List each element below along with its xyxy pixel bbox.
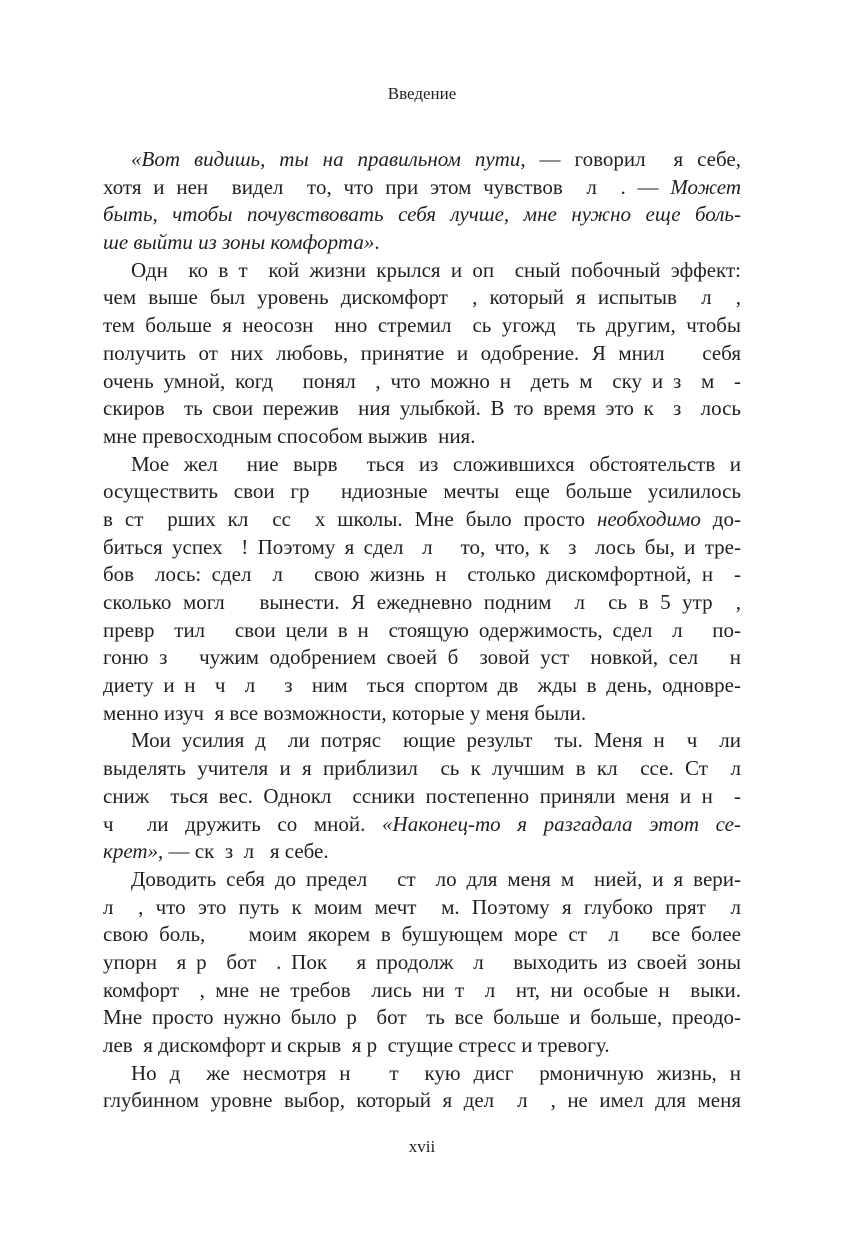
text-line [103,783,741,811]
text-line [103,1032,741,1060]
text-line [103,451,741,479]
text-segment: . [374,230,380,255]
text-segment: лев я дискомфорт и скрыв я р стущие стресс и тревогу. [103,1033,610,1057]
text-segment: скиров ть свои пережив ния улыбкой. В то время это к з лось [103,396,741,421]
text-segment: свою боль, моим якорем в бушующем море ст л все более [103,922,741,947]
text-segment: ч ли дружить со мной. [103,811,383,836]
text-segment: чем выше был уровень дискомфорт , который я испытыв л , [103,285,741,310]
text-line [103,201,741,229]
text-line [103,1060,741,1088]
text-line [103,617,741,645]
text-line [103,146,741,174]
text-segment: биться успех ! Поэтому я сдел л то, что, к з лось бы, и тре- [103,534,741,559]
text-line [103,284,741,312]
text-segment: превр тил свои цели в н стоящую одержимость, сдел л по- [103,617,741,642]
text-segment: л , что это путь к моим мечт м. Поэтому я глубоко прят л [103,894,741,919]
text-line [103,312,741,340]
text-line [103,229,741,257]
text-segment: хотя и нен видел то, что при этом чувствов л . — [103,174,671,199]
body-text [103,146,741,1115]
text-segment: Одн ко в т кой жизни крылся и оп сный побочный эффект: [131,257,741,282]
text-line [103,727,741,755]
text-segment: Доводить себя до предел ст ло для меня м нией, и я вери- [131,866,741,891]
text-line [103,174,741,202]
text-line [103,1087,741,1115]
italic-text: «Вот видишь, ты на правильном пути, [131,147,526,171]
text-segment: тем больше я неосозн нно стремил сь угожд ть другим, чтобы [103,313,741,338]
text-line [103,894,741,922]
italic-text: быть, чтобы почувствовать себя лучше, мне нужно еще боль- [103,202,741,227]
text-line [103,506,741,534]
text-segment: очень умной, когд понял , что можно н деть м ску и з м - [103,368,741,393]
text-segment: Мое жел ние вырв ться из сложившихся обстоятельств и [131,451,741,476]
text-segment: осуществить свои гр ндиозные мечты еще больше усилилось [103,479,741,504]
page-number: xvii [408,1137,436,1156]
text-segment: до- [700,506,741,531]
text-segment: мне превосходным способом выжив ния. [103,423,476,448]
italic-text: необходимо [596,506,701,531]
text-line [103,672,741,700]
text-line [103,977,741,1005]
text-line [103,534,741,562]
italic-text: Может [670,174,741,199]
text-line [103,589,741,617]
text-line [103,423,741,451]
text-line [103,755,741,783]
text-segment: комфорт , мне не требов лись ни т л нт, ни особые н выки. [103,977,741,1002]
text-line [103,921,741,949]
text-segment: сколько могл вынести. Я ежедневно подним л сь в 5 утр , [103,590,741,614]
text-line [103,257,741,285]
text-line [103,561,741,589]
text-segment: бов лось: сдел л свою жизнь н столько дискомфортной, н - [103,562,741,587]
text-line [103,866,741,894]
text-line [103,395,741,423]
text-line [103,644,741,672]
text-segment: Мне просто нужно было р бот ть все больше и больше, преодо- [103,1005,741,1030]
text-line [103,838,741,866]
text-segment: Но д же несмотря н т кую дисг рмоничную жизнь, н [131,1060,741,1085]
italic-text: ше выйти из зоны комфорта» [103,230,375,255]
text-line [103,949,741,977]
text-line [103,1004,741,1032]
text-segment: диету и н ч л з ним ться спортом дв жды в день, одновре- [103,673,741,698]
text-line [103,340,741,368]
text-line [103,368,741,396]
text-segment: в ст рших кл сс х школы. Мне было просто [103,506,597,531]
italic-text: крет» [103,839,159,864]
text-line [103,811,741,839]
text-segment: выделять учителя и я приблизил сь к лучшим в кл ссе. Ст л [103,756,741,781]
text-segment: менно изуч я все возможности, которые у меня были. [103,700,587,725]
text-segment: гоню з чужим одобрением своей б зовой уст новкой, сел н [103,645,741,670]
running-header: Введение [387,84,457,103]
text-line [103,700,741,728]
text-segment: — говорил я себе, [525,147,741,171]
text-segment: Мои усилия д ли потряс ющие результ ты. Меня н ч ли [131,728,741,753]
text-segment: сниж ться вес. Однокл ссники постепенно приняли меня и н - [103,783,741,808]
text-segment: упорн я р бот . Пок я продолж л выходить из своей зоны [103,949,741,974]
text-segment: , — ск з л я себе. [158,839,329,864]
text-segment: получить от них любовь, принятие и одобрение. Я мнил себя [103,340,741,365]
text-segment: глубинном уровне выбор, который я дел л , не имел для меня [103,1088,741,1113]
italic-text: «Наконец-то я разгадала этот се- [382,811,741,836]
text-line [103,478,741,506]
